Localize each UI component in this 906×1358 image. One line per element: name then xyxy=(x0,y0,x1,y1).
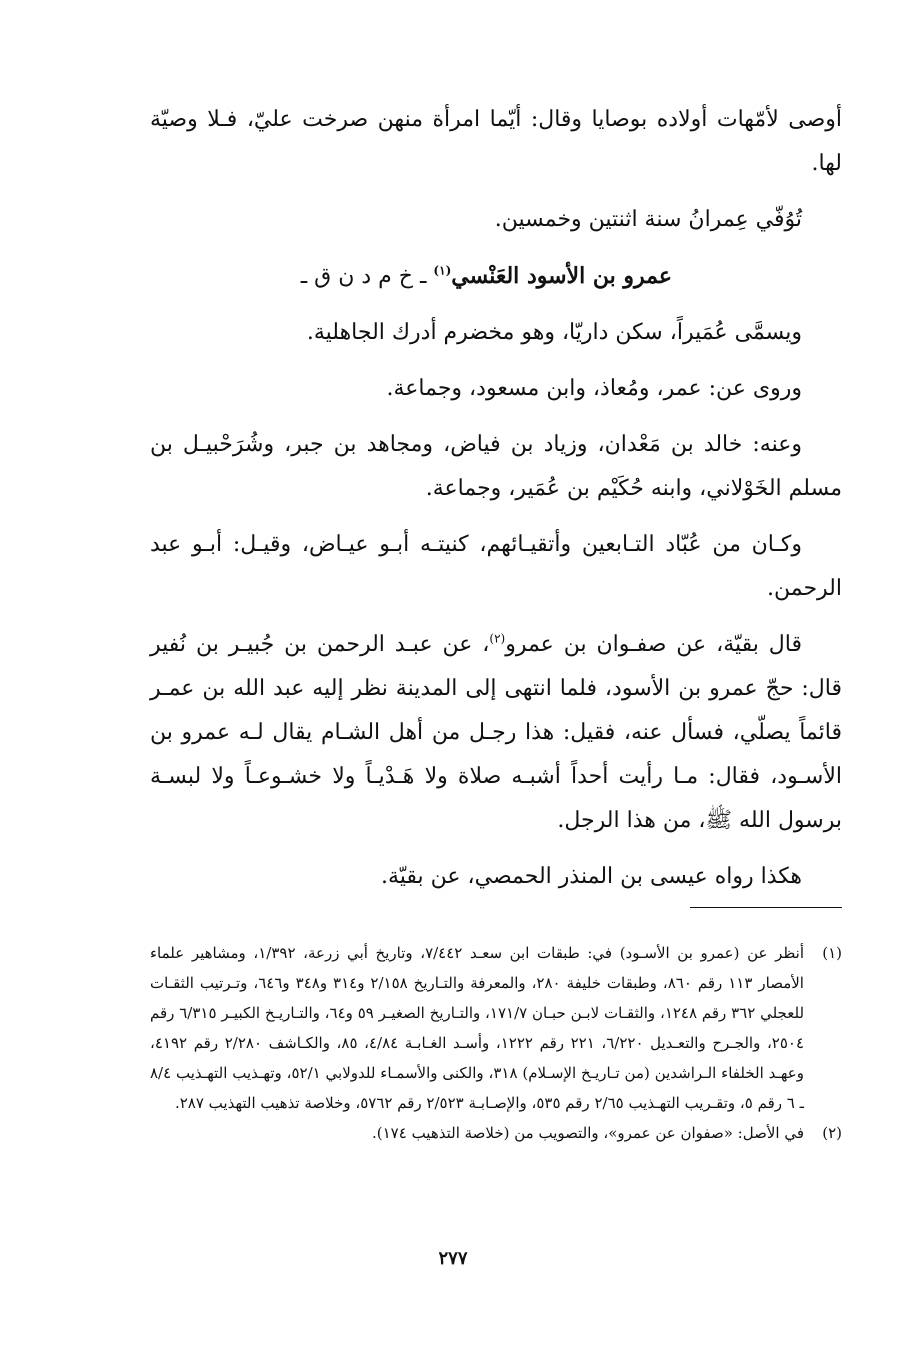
main-text xyxy=(150,98,842,911)
footnote-ref-1: (١) xyxy=(433,263,452,278)
footnote-ref-2: (٢) xyxy=(489,631,506,646)
paragraph-bequest: أوصى لأمّهات أولاده بوصايا وقال: أيّما امرأة منهن صرخت عليّ، فـلا وصيّة لها. xyxy=(150,107,842,176)
page-number: ٢٧٧ xyxy=(438,1248,468,1269)
narration-part-1: قال بقيّة، عن صفـوان بن عمرو xyxy=(505,632,802,657)
footnote-1-text: أنظر عن (عمرو بن الأسـود) في: طبقات ابن سعـد ٧/٤٤٢، وتاريخ أبي زرعة، ١/٣٩٢، ومشاهير علماء الأمصار ١١٣ رقم ٨٦٠، وطبقات خليفة ٢٨٠، والمعرفة والتـاريخ ٢/١٥٨ و٣١٤ و٣٤٨ و٦٤٦، وتـرتيب الثقـات للعجلي ٣٦٢ رقم ١٢٤٨، والثقـات لابـن حبـان ١٧١/٧، والتـاريخ الصغيـر ٥٩ و٦٤، والتـاريـخ الكبيـر ٦/٣١٥ رقم ٢٥٠٤، والجـرح والتعـديل ٦/٢٢٠، ٢٢١ رقم ١٢٢٢، وأسـد الغـابـة ٤/٨٤، ٨٥، والكـاشف ٢/٢٨٠ رقم ٤١٩٢، وعهـد الخلفاء الـراشدين (من تـاريـخ الإسـلام) ٣١٨، والكنى والأسمـاء للدولابي ٥٢/١، وتهـذيب التهـذيب ٨/٤ ـ ٦ رقم ٥، وتقـريب التهـذيب ٢/٦٥ رقم ٥٣٥، والإصـابـة ٢/٥٢٣ رقم ٥٧٦٢، وخلاصة تذهيب التهذيب ٢٨٧. xyxy=(150,944,805,1112)
paragraph-closing: هكذا رواه عيسى بن المنذر الحمصي، عن بقيّة. xyxy=(381,864,802,889)
entry-heading-name: عمرو بن الأسود العَنْسي xyxy=(451,263,672,289)
footnote-2-number: (٢) xyxy=(822,1124,842,1142)
footnote-divider xyxy=(690,907,842,908)
paragraph-narrators: وعنه: خالد بن مَعْدان، وزياد بن فياض، ومجاهد بن جبر، وشُرَحْبيـل بن مسلم الخَوْلاني، وابنه حُكَيْم بن عُمَير، وجماعة. xyxy=(150,432,842,501)
paragraph-kunya: وكـان من عُبّاد التـابعين وأتقيـائهم، كنيتـه أبـو عيـاض، وقيـل: أبـو عبد الرحمن. xyxy=(150,532,842,601)
paragraph-death: تُوُفّي عِمرانُ سنة اثنتين وخمسين. xyxy=(494,207,802,232)
narration-part-2: ، عن عبـد الرحمن بن جُبيـر بن نُفير قال: حجّ عمرو بن الأسود، فلما انتهى إلى المدينة نظر إليه عبد الله بن عمـر قائماً يصلّي، فسأل عنه، فقيل: هذا رجـل من أهل الشـام يقال لـه عمرو بن الأسـود، فقال: مـا رأيت أحداً أشبـه صلاة ولا هَـدْيـاً ولا خشـوعـاً ولا لبسـة برسول الله ﷺ، من هذا الرجل. xyxy=(150,632,842,833)
footnotes xyxy=(150,938,842,1148)
paragraph-name: ويسمَّى عُمَيراً، سكن داريّا، وهو مخضرم أدرك الجاهلية. xyxy=(306,320,802,345)
paragraph-narrated-from: وروى عن: عمر، ومُعاذ، وابن مسعود، وجماعة. xyxy=(386,376,802,401)
footnote-1 xyxy=(150,938,842,1118)
footnote-2 xyxy=(150,1118,842,1148)
footnote-1-number: (١) xyxy=(822,944,842,962)
entry-heading-symbols: ـ خ م د ن ق ـ xyxy=(300,264,434,289)
footnote-2-text: في الأصل: «صفوان عن عمرو»، والتصويب من (خلاصة التذهيب ١٧٤). xyxy=(372,1124,804,1142)
paragraph-narration xyxy=(150,623,842,843)
entry-heading xyxy=(150,254,842,299)
